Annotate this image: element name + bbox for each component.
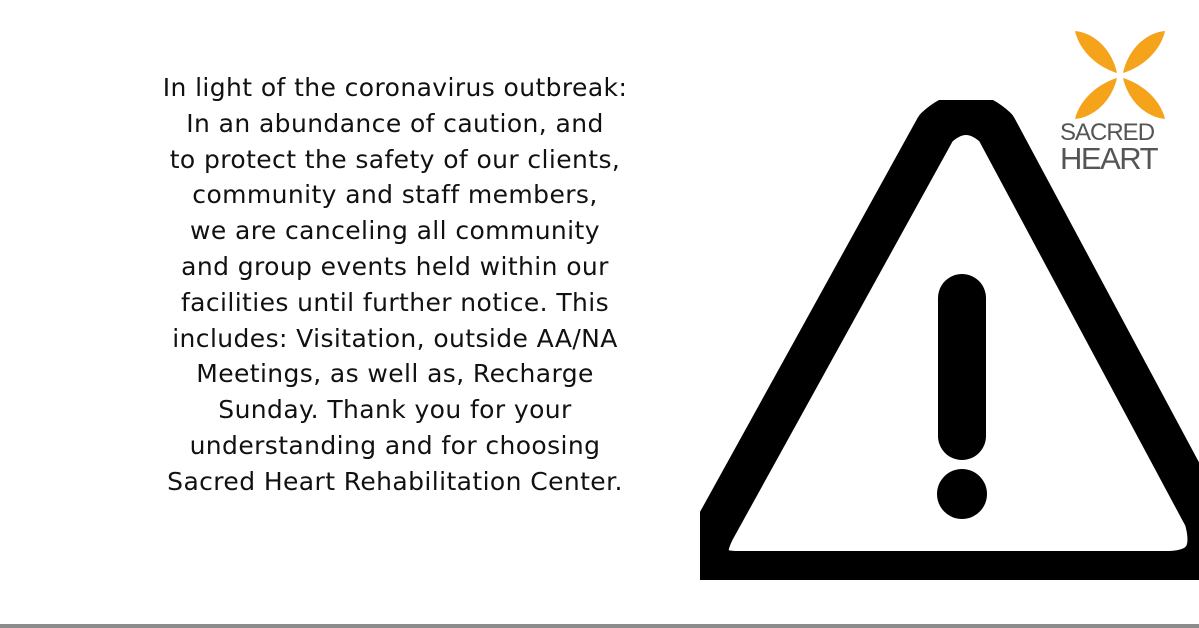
notice-line: includes: Visitation, outside AA/NA	[172, 323, 618, 353]
sacred-heart-logo	[1060, 28, 1190, 180]
notice-line: Sunday. Thank you for your	[218, 395, 572, 425]
notice-line: In light of the coronavirus outbreak:	[162, 73, 628, 102]
logo-word-sacred: SACRED	[1060, 119, 1155, 146]
logo-petal-top-left	[1075, 31, 1117, 73]
notice-line: community and staff members,	[192, 180, 598, 210]
logo-petal-bottom-left	[1075, 78, 1117, 119]
logo-petal-top-right	[1123, 31, 1165, 73]
notice-line: we are canceling all community	[190, 216, 600, 246]
butterfly-petal-icon	[1070, 28, 1170, 122]
logo-petal-bottom-right	[1123, 78, 1165, 119]
notice-line: Meetings, as well as, Recharge	[196, 359, 594, 389]
bottom-divider	[0, 624, 1199, 628]
logo-word-heart: HEART	[1060, 141, 1158, 176]
warning-exclamation-bar	[938, 274, 986, 460]
notice-line: facilities until further notice. This	[180, 287, 610, 317]
notice-line: to protect the safety of our clients,	[169, 144, 621, 174]
warning-exclamation-dot	[937, 469, 987, 519]
notice-message	[100, 70, 690, 500]
notice-line: understanding and for choosing	[189, 430, 601, 460]
notice-line: In an abundance of caution, and	[186, 108, 604, 138]
notice-line: Sacred Heart Rehabilitation Center.	[167, 466, 623, 496]
notice-line: and group events held within our	[181, 251, 609, 281]
